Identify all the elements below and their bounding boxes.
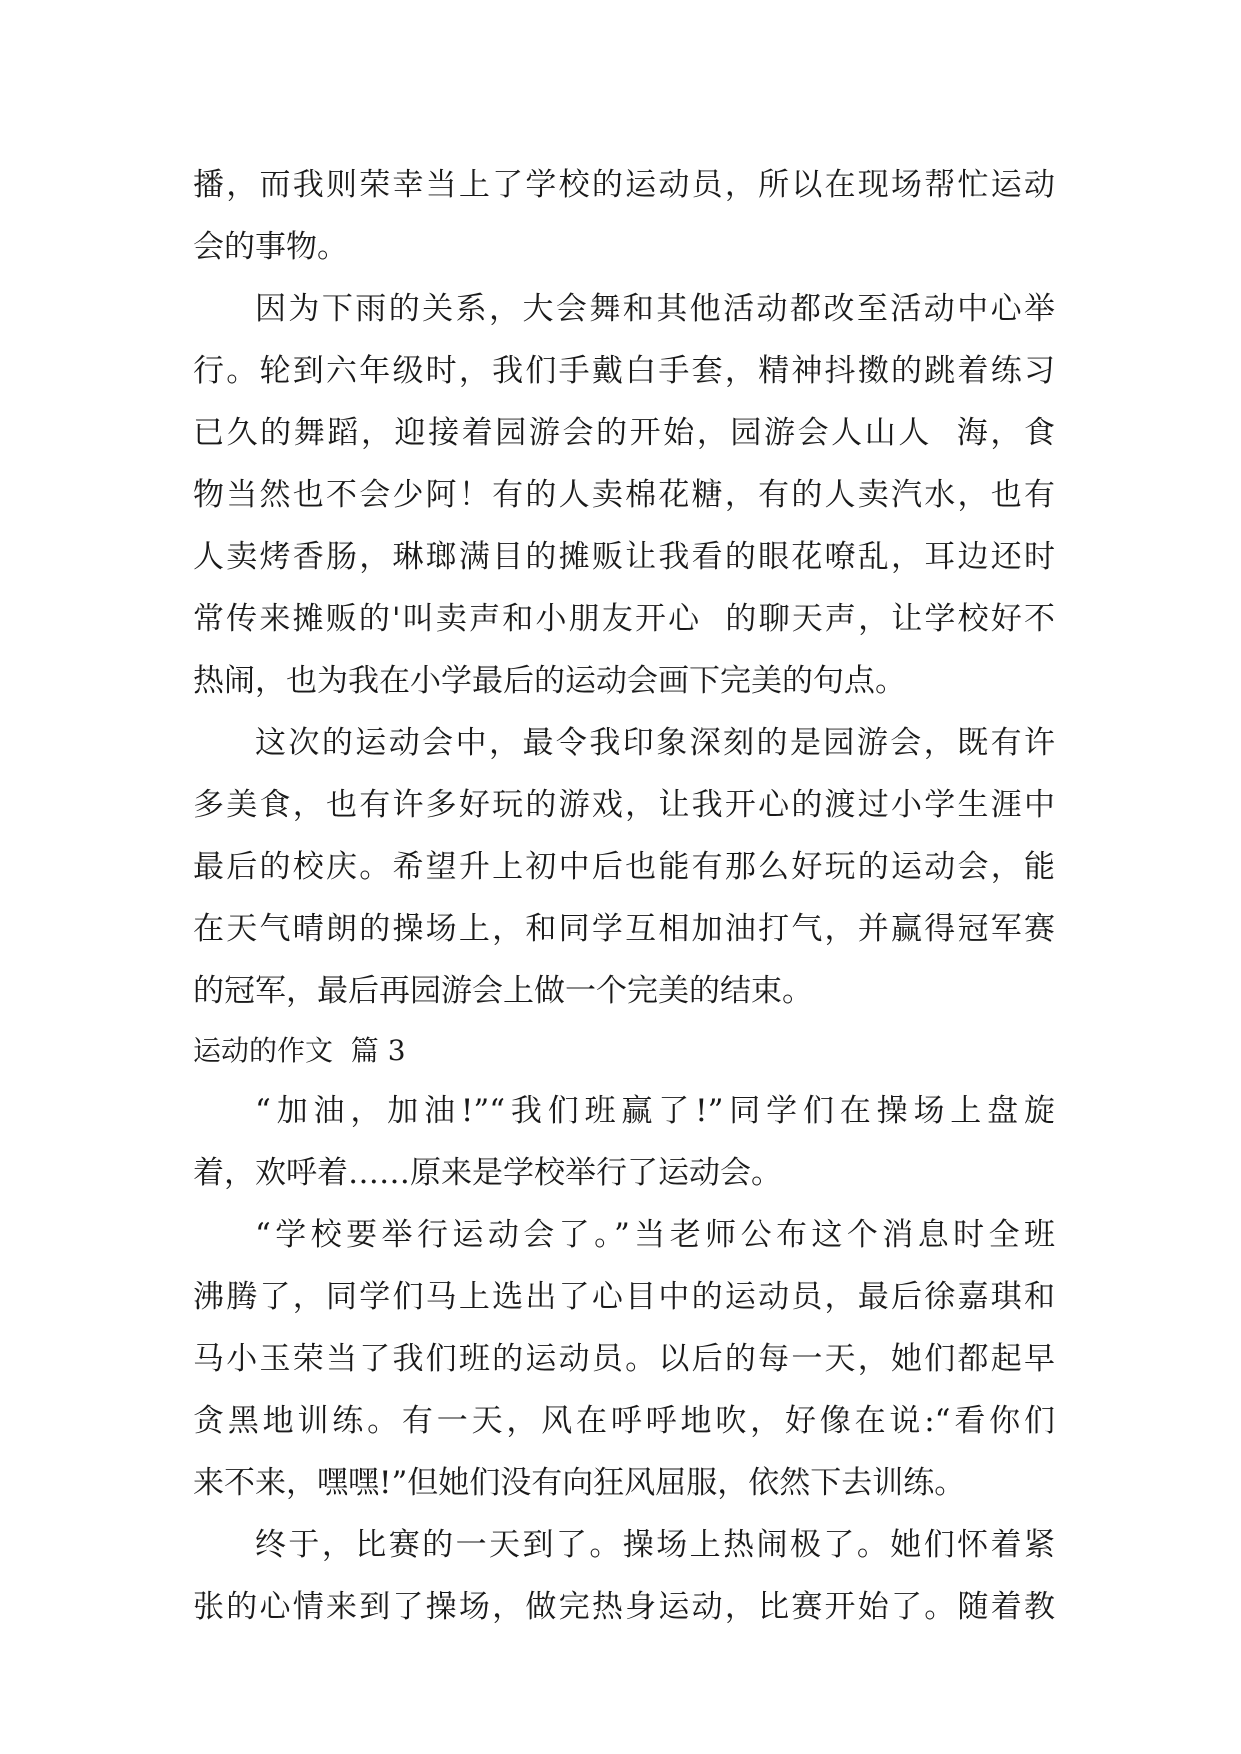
text-line: 这次的运动会中，最令我印象深刻的是园游会，既有许 <box>255 725 1055 761</box>
text-line: 会的事物。 <box>193 229 348 265</box>
text-line: 已久的舞蹈，迎接着园游会的开始，园游会人山人 海，食 <box>193 415 1055 451</box>
document-body <box>193 154 1055 1638</box>
text-line: 人卖烤香肠，琳瑯满目的摊贩让我看的眼花嘹乱，耳边还时 <box>193 539 1055 575</box>
text-line: 热闹，也为我在小学最后的运动会画下完美的句点。 <box>193 663 906 699</box>
text-line: 常传来摊贩的'叫卖声和小朋友开心 的聊天声，让学校好不 <box>193 601 1055 637</box>
text-line: 张的心情来到了操场，做完热身运动，比赛开始了。随着教 <box>193 1589 1055 1625</box>
text-line: 马小玉荣当了我们班的运动员。以后的每一天，她们都起早 <box>193 1341 1055 1377</box>
text-line: 多美食，也有许多好玩的游戏，让我开心的渡过小学生涯中 <box>193 787 1055 823</box>
text-line: “学校要举行运动会了。”当老师公布这个消息时全班 <box>255 1217 1055 1253</box>
text-line: 播，而我则荣幸当上了学校的运动员，所以在现场帮忙运动 <box>193 167 1055 203</box>
text-line: “加油，加油!”“我们班赢了!”同学们在操场上盘旋 <box>255 1093 1055 1129</box>
text-line: 的冠军，最后再园游会上做一个完美的结束。 <box>193 973 813 1009</box>
text-line: 贪黑地训练。有一天，风在呼呼地吹，好像在说:“看你们 <box>193 1403 1055 1439</box>
text-line: 终于，比赛的一天到了。操场上热闹极了。她们怀着紧 <box>255 1527 1055 1563</box>
text-line: 最后的校庆。希望升上初中后也能有那么好玩的运动会，能 <box>193 849 1055 885</box>
text-line: 沸腾了，同学们马上选出了心目中的运动员，最后徐嘉琪和 <box>193 1279 1055 1315</box>
text-line: 行。轮到六年级时，我们手戴白手套，精神抖擞的跳着练习 <box>193 353 1055 389</box>
text-line: 物当然也不会少阿！有的人卖棉花糖，有的人卖汽水，也有 <box>193 477 1055 513</box>
text-line: 来不来，嘿嘿!”但她们没有向狂风屈服，依然下去训练。 <box>193 1465 966 1501</box>
text-line: 因为下雨的关系，大会舞和其他活动都改至活动中心举 <box>255 291 1055 327</box>
text-line: 着，欢呼着……原来是学校举行了运动会。 <box>193 1155 782 1191</box>
section-heading: 运动的作文 篇 3 <box>193 1034 406 1067</box>
text-line: 在天气晴朗的操场上，和同学互相加油打气，并赢得冠军赛 <box>193 911 1055 947</box>
